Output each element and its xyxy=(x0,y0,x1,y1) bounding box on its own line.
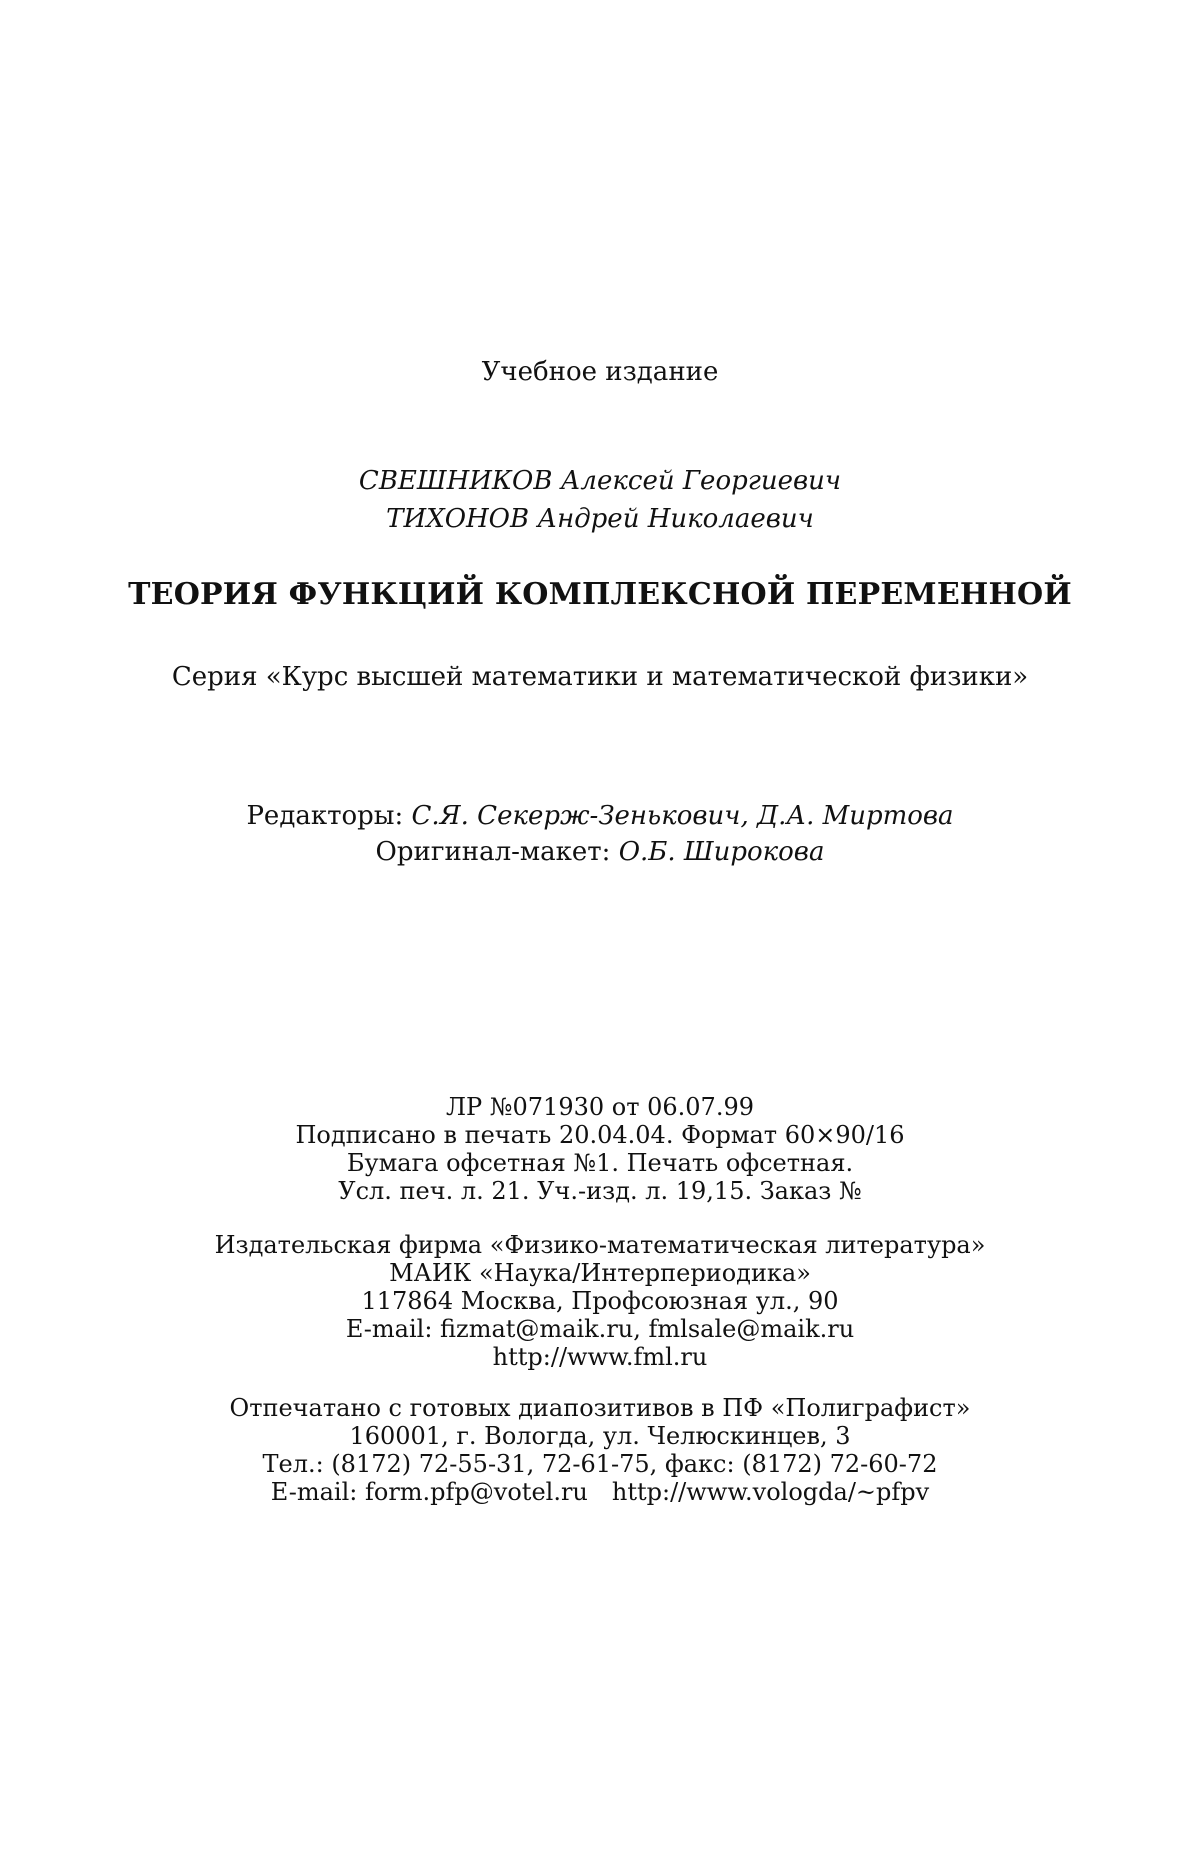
printer-email: E-mail: form.pfp@votel.ru xyxy=(270,1478,588,1506)
printer-contacts-line xyxy=(0,1478,1200,1506)
signed-format-line: Подписано в печать 20.04.04. Формат 60×90/16 xyxy=(295,1121,905,1149)
editors-label: Редакторы: xyxy=(246,801,404,831)
printer-website: http://www.vologda/~pfpv xyxy=(611,1478,930,1506)
printer-name-line: Отпечатано с готовых диапозитивов в ПФ «Полиграфист» xyxy=(229,1394,971,1422)
sheets-order-line: Усл. печ. л. 21. Уч.-изд. л. 19,15. Заказ № xyxy=(338,1177,862,1205)
layout-label: Оригинал-макет: xyxy=(375,837,611,867)
publisher-block xyxy=(0,1231,1200,1371)
printer-phone-line: Тел.: (8172) 72-55-31, 72-61-75, факс: (8172) 72-60-72 xyxy=(262,1450,938,1478)
series-text: Серия «Курс высшей математики и математической физики» xyxy=(171,662,1029,692)
author-2: ТИХОНОВ Андрей Николаевич xyxy=(386,504,814,534)
authors-block xyxy=(0,462,1200,538)
publisher-maik-line: МАИК «Наука/Интерпериодика» xyxy=(389,1259,811,1287)
edition-type xyxy=(0,358,1200,387)
layout-line xyxy=(0,834,1200,870)
author-1: СВЕШНИКОВ Алексей Георгиевич xyxy=(358,466,842,496)
layout-name: О.Б. Широкова xyxy=(618,837,825,867)
publisher-name-line: Издательская фирма «Физико-математическая литература» xyxy=(214,1231,986,1259)
editors-names: С.Я. Секерж-Зенькович, Д.А. Миртова xyxy=(411,801,954,831)
publisher-address-line: 117864 Москва, Профсоюзная ул., 90 xyxy=(361,1287,839,1315)
publisher-email-line: E-mail: fizmat@maik.ru, fmlsale@maik.ru xyxy=(345,1315,855,1343)
edition-type-text: Учебное издание xyxy=(481,357,719,387)
print-info-block xyxy=(0,1093,1200,1205)
editors-block xyxy=(0,798,1200,870)
book-title-block xyxy=(0,575,1200,615)
printer-block xyxy=(0,1394,1200,1506)
printer-address-line: 160001, г. Вологда, ул. Челюскинцев, 3 xyxy=(349,1422,851,1450)
editors-line xyxy=(0,798,1200,834)
book-title: ТЕОРИЯ ФУНКЦИЙ КОМПЛЕКСНОЙ ПЕРЕМЕННОЙ xyxy=(128,577,1072,612)
license-line: ЛР №071930 от 06.07.99 xyxy=(446,1093,754,1121)
publisher-website-line: http://www.fml.ru xyxy=(492,1343,708,1371)
paper-line: Бумага офсетная №1. Печать офсетная. xyxy=(346,1149,854,1177)
series-block xyxy=(0,661,1200,693)
